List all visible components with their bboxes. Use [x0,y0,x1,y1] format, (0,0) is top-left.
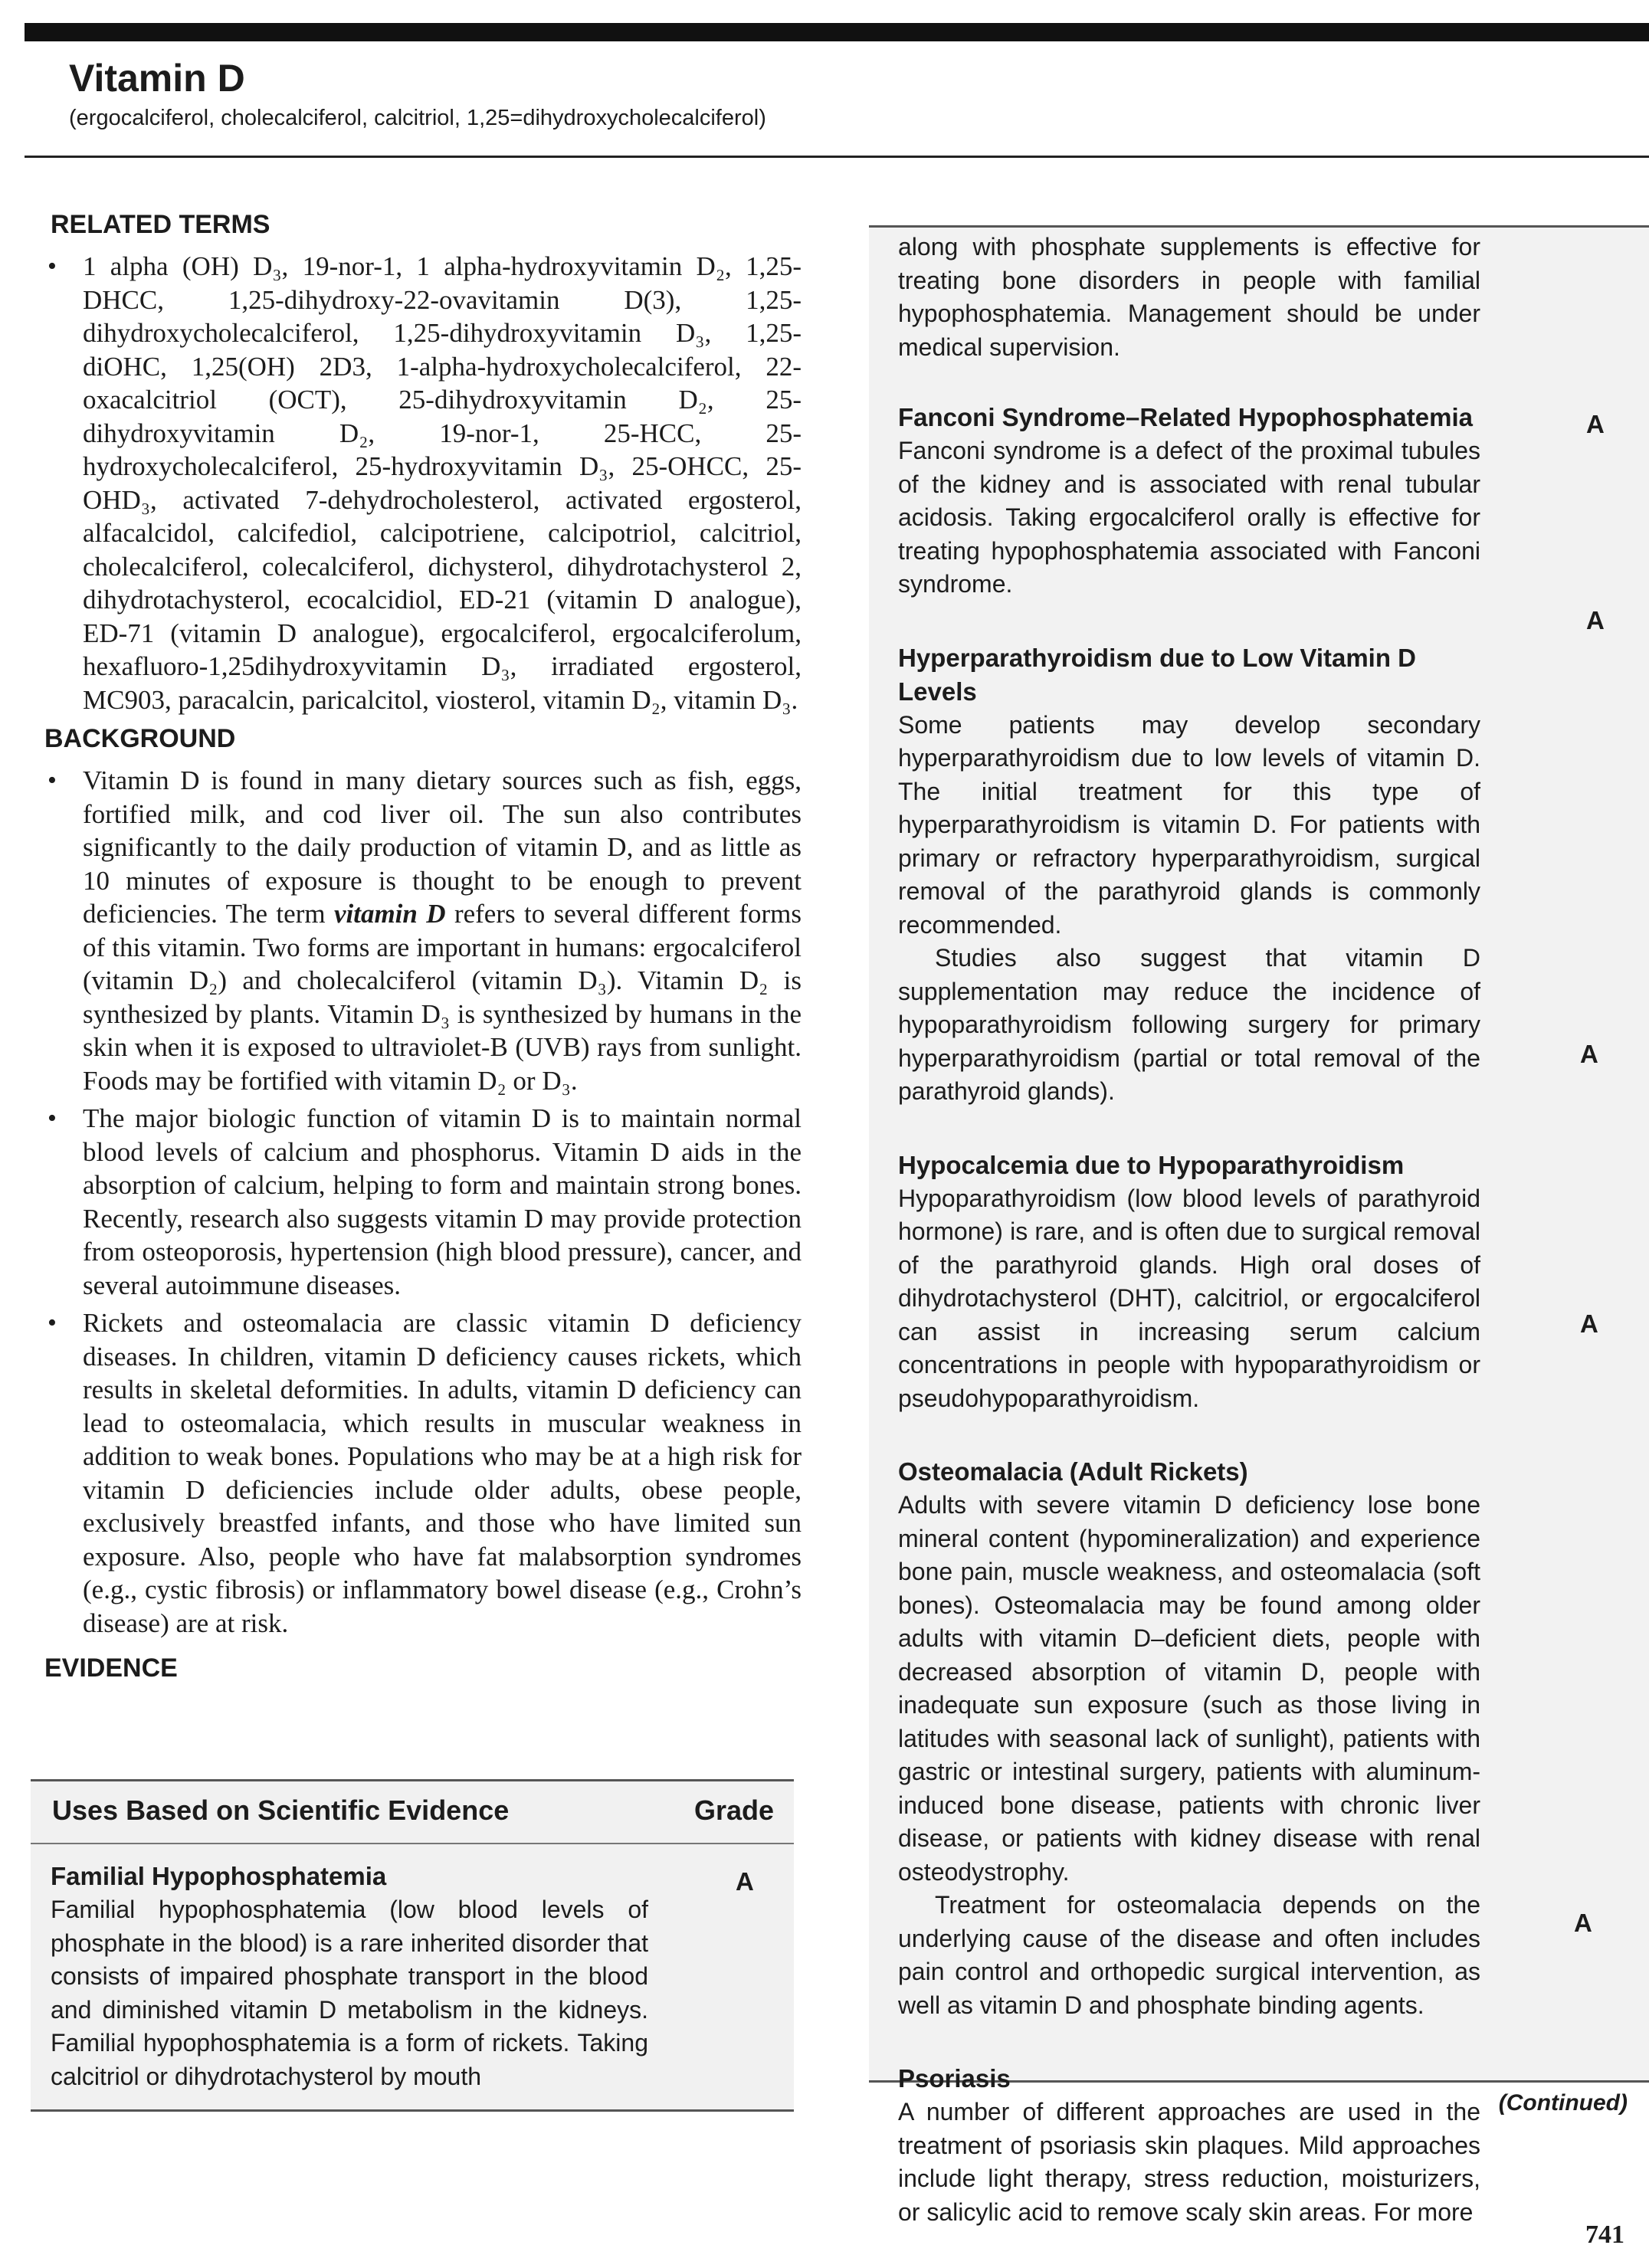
entry-familial-hypophosphatemia [51,1860,648,2093]
entry-osteomalacia [898,1455,1480,2022]
entry-title: Hypocalcemia due to Hypoparathyroidism [898,1150,1405,1179]
continued-label: (Continued) [1498,2090,1628,2116]
entry-text: Familial hypophosphatemia (low blood levels of phosphate in the blood) is a rare inherited disorder that consists of impaired phosphate transport in the blood and diminished vitamin D metabolism in the kidneys. Familial hypophosphatemia is a form of rickets. Taking calcitriol or dihydrotachysterol by mouth [51,1896,648,2090]
evidence-table-header: Uses Based on Scientific Evidence [52,1794,510,1826]
grade-psoriasis: A [1574,1909,1592,1937]
entry-text: Fanconi syndrome is a defect of the proximal tubules of the kidney and is associated with renal tubular acidosis. Taking ergocalciferol orally is effective for treating hypophosphatemia associated with Fanconi syndrome. [898,437,1480,598]
page-number: 741 [1585,2220,1624,2249]
evidence-heading: EVIDENCE [44,1653,178,1683]
background-list [31,764,805,1640]
entry-text: Adults with severe vitamin D deficiency lose bone mineral content (hypomineralization) and experience bone pain, muscle weakness, and osteomalacia (soft bones). Osteomalacia may be found among older adults with vitamin D–deficient diets, people with decreased absorption of vitamin D, people with inadequate sun exposure (such as those living in latitudes with seasonal lack of sunlight), patients with gastric or intestinal surgery, patients with aluminum-induced bone disease, patients with chronic liver disease, or patients with kidney disease with renal osteodystrophy. Treatment for osteomalacia depends on the underlying cause of the disease and often includes pain control and orthopedic surgical intervention, as well as vitamin D and phosphate binding agents. [898,1491,1480,2019]
entry-title: Osteomalacia (Adult Rickets) [898,1457,1248,1486]
related-terms-list [31,250,805,716]
background-bullet-3: • Rickets and osteomalacia are classic vitamin D deficiency diseases. In children, vitamin D deficiency causes rickets, which results in skeletal deformities. In adults, vitamin D deficiency can lead to osteomalacia, which results in muscular weakness in addition to weak bones. Populations who may be at a high risk for vitamin D deficiencies include older adults, obese people, exclusively breastfed infants, and those who have limited sun exposure. Also, people who have fat malabsorption syndromes (e.g., cystic fibrosis) or inflammatory bowel disease (e.g., Crohn’s disease) are at risk. [31,1306,805,1640]
background-bullet-1: • Vitamin D is found in many dietary sources such as fish, eggs, fortified milk, and cod liver oil. The sun also contributes significantly to the daily production of vitamin D, and as little as 10 minutes of exposure is thought to be enough to prevent deficiencies. The term vitamin D refers to several different forms of this vitamin. Two forms are important in humans: ergocalciferol (vitamin D₂) and cholecalciferol (vitamin D₃). Vitamin D₂ is synthesized by plants. Vitamin D₃ is synthesized by humans in the skin when it is exposed to ultraviolet-B (UVB) rays from sunlight. Foods may be fortified with vitamin D₂ or D₃. [31,764,805,1097]
grade-column-header: Grade [693,1794,774,1826]
title-divider [25,156,1649,158]
entry-hyperparathyroidism [898,641,1480,1109]
entry-text: A number of different approaches are used in the treatment of psoriasis skin plaques. Mild approaches include light therapy, stress reduction, moisturizers, or salicylic acid to remove scaly skin areas. For more [898,2098,1480,2226]
background-bullet-2: • The major biologic function of vitamin D is to maintain normal blood levels of calcium and phosphorus. Vitamin D aids in the absorption of calcium, helping to form and maintain strong bones. Recently, research also suggests vitamin D may provide protection from osteoporosis, hypertension (high blood pressure), cancer, and several autoimmune diseases. [31,1102,805,1302]
header [69,55,1601,133]
grade-osteomalacia: A [1580,1309,1598,1338]
entry-fanconi [898,401,1480,601]
entry-psoriasis [898,2062,1480,2229]
entry-title: Fanconi Syndrome–Related Hypophosphatemia [898,403,1473,431]
entry-text: Hypoparathyroidism (low blood levels of parathyroid hormone) is rare, and is often due to surgical removal of the parathyroid glands. High oral doses of dihydrotachysterol (DHT), calcitriol, or ergocalciferol can assist in increasing serum calcium concentrations in people with hypoparathyroidism or pseudohypoparathyroidism. [898,1184,1480,1412]
grade-fanconi: A [1586,410,1605,438]
right-entries [898,231,1480,2229]
grade-familial: A [736,1867,754,1896]
page-subtitle: (ergocalciferol, cholecalciferol, calcitriol, 1,25=dihydroxycholecalciferol) [69,106,766,130]
entry-familial-continuation [898,231,1480,364]
page-title: Vitamin D [69,57,245,100]
related-terms-heading: RELATED TERMS [51,210,270,239]
grade-hypocalcemia: A [1580,1040,1598,1068]
background-heading: BACKGROUND [44,724,236,753]
entry-title: Familial Hypophosphatemia [51,1862,387,1890]
entry-title: Psoriasis [898,2064,1011,2093]
vitamin-d-term: vitamin D [333,899,446,929]
table-header-divider [31,1843,794,1844]
related-terms-text: • 1 alpha (OH) D₃, 19-nor-1, 1 alpha-hydroxyvitamin D₂, 1,25-DHCC, 1,25-dihydroxy-22-ovavitamin D(3), 1,25-dihydroxycholecalciferol, 1,25-dihydroxyvitamin D₃, 1,25-diOHC, 1,25(OH) 2D3, 1-alpha-hydroxycholecalciferol, 22-oxacalcitriol (OCT), 25-dihydroxyvitamin D₂, 25-dihydroxyvitamin D₂, 19-nor-1, 25-HCC, 25-hydroxycholecalciferol, 25-hydroxyvitamin D₃, 25-OHCC, 25-OHD₃, activated 7-dehydrocholesterol, activated ergosterol, alfacalcidol, calcifediol, calcipotriene, calcipotriol, calcitriol, cholecalciferol, colecalciferol, dichysterol, dihydrotachysterol 2, dihydrotachysterol, ecocalcidiol, ED-21 (vitamin D analogue), ED-71 (vitamin D analogue), ergocalciferol, ergocalciferolum, hexafluoro-1,25dihydroxyvitamin D₃, irradiated ergosterol, MC903, paracalcin, paricalcitol, viosterol, vitamin D₂, vitamin D₃. [31,250,805,716]
entry-title: Hyperparathyroidism due to Low Vitamin D Levels [898,643,1417,706]
entry-text-continued: along with phosphate supplements is effective for treating bone disorders in people with familial hypophosphatemia. Management should be under medical supervision. [898,233,1480,361]
entry-text: Some patients may develop secondary hyperparathyroidism due to low levels of vitamin D. The initial treatment for this type of hyperparathyroidism is vitamin D. For patients with primary or refractory hyperparathyroidism, surgical removal of the parathyroid glands is commonly recommended. Studies also suggest that vitamin D supplementation may reduce the incidence of hypoparathyroidism following surgery for primary hyperparathyroidism (partial or total removal of the parathyroid glands). [898,710,1480,1105]
left-column [31,207,805,1693]
grade-hyperparathyroidism: A [1586,606,1605,634]
entry-hypocalcemia [898,1149,1480,1416]
top-rule-bar [25,23,1649,41]
evidence-table-left [31,1779,794,2112]
